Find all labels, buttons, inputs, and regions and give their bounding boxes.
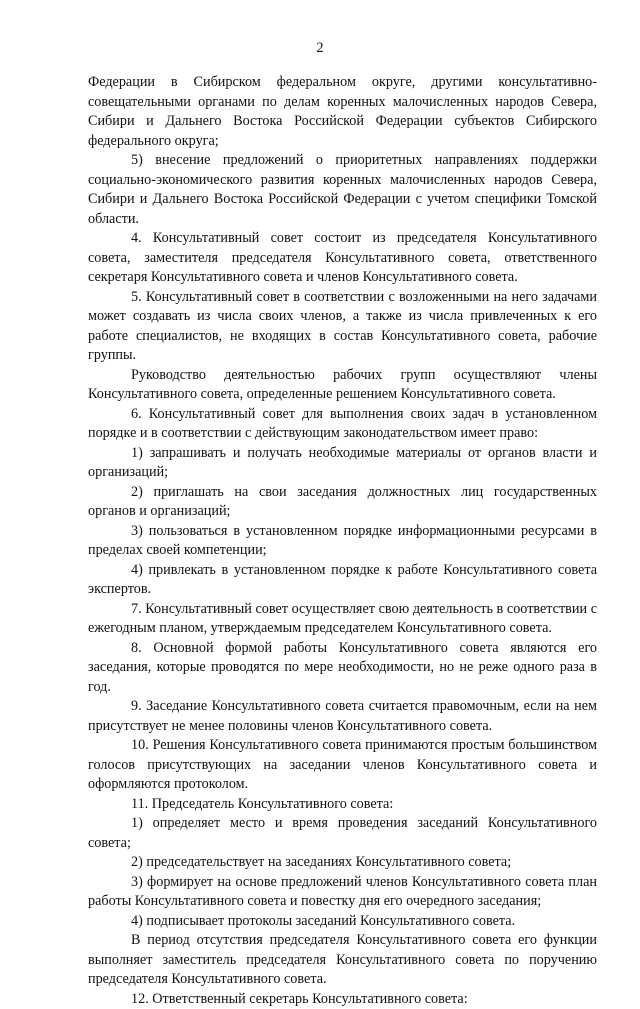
paragraph-chair-duty-4: 4) подписывает протоколы заседаний Консультативного совета. [88, 912, 597, 932]
paragraph-clause-9: 9. Заседание Консультативного совета считается правомочным, если на нем присутствует не менее половины членов Консультативного совета. [88, 697, 597, 736]
paragraph-chair-duty-2: 2) председательствует на заседаниях Консультативного совета; [88, 853, 597, 873]
paragraph-clause-7: 7. Консультативный совет осуществляет свою деятельность в соответствии с ежегодным планом, утверждаемым председателем Консультативного совета. [88, 600, 597, 639]
paragraph-clause-10: 10. Решения Консультативного совета принимаются простым большинством голосов присутствующих на заседании членов Консультативного совета и оформляются протоколом. [88, 736, 597, 795]
paragraph-item-5: 5) внесение предложений о приоритетных направлениях поддержки социально-экономического развития коренных малочисленных народов Севера, Сибири и Дальнего Востока Российской Федерации с учетом специфики Томской области. [88, 151, 597, 229]
paragraph-right-3: 3) пользоваться в установленном порядке информационными ресурсами в пределах своей компетенции; [88, 522, 597, 561]
page-number: 2 [0, 40, 640, 57]
paragraph-clause-5: 5. Консультативный совет в соответствии с возложенными на него задачами может создавать из числа своих членов, а также из числа привлеченных к его работе специалистов, не входящих в состав Консультативного совета, рабочие группы. [88, 288, 597, 366]
paragraph-continuation: Федерации в Сибирском федеральном округе, другими консультативно-совещательными органами по делам коренных малочисленных народов Севера, Сибири и Дальнего Востока Российской Федерации субъектов Сибирского федерального округа; [88, 73, 597, 151]
paragraph-clause-12: 12. Ответственный секретарь Консультативного совета: [88, 990, 597, 1009]
paragraph-working-groups: Руководство деятельностью рабочих групп осуществляют члены Консультативного совета, определенные решением Консультативного совета. [88, 366, 597, 405]
paragraph-right-4: 4) привлекать в установленном порядке к работе Консультативного совета экспертов. [88, 561, 597, 600]
paragraph-right-1: 1) запрашивать и получать необходимые материалы от органов власти и организаций; [88, 444, 597, 483]
paragraph-deputy-chair: В период отсутствия председателя Консультативного совета его функции выполняет заместитель председателя Консультативного совета по поручению председателя Консультативного совета. [88, 931, 597, 990]
paragraph-clause-6: 6. Консультативный совет для выполнения своих задач в установленном порядке и в соответствии с действующим законодательством имеет право: [88, 405, 597, 444]
document-body [88, 73, 597, 1009]
paragraph-clause-11: 11. Председатель Консультативного совета: [88, 795, 597, 815]
paragraph-chair-duty-3: 3) формирует на основе предложений членов Консультативного совета план работы Консультативного совета и повестку дня его очередного заседания; [88, 873, 597, 912]
paragraph-right-2: 2) приглашать на свои заседания должностных лиц государственных органов и организаций; [88, 483, 597, 522]
paragraph-clause-4: 4. Консультативный совет состоит из председателя Консультативного совета, заместителя председателя Консультативного совета, ответственного секретаря Консультативного совета и членов Консультативного совета. [88, 229, 597, 288]
paragraph-chair-duty-1: 1) определяет место и время проведения заседаний Консультативного совета; [88, 814, 597, 853]
paragraph-clause-8: 8. Основной формой работы Консультативного совета являются его заседания, которые проводятся по мере необходимости, но не реже одного раза в год. [88, 639, 597, 698]
